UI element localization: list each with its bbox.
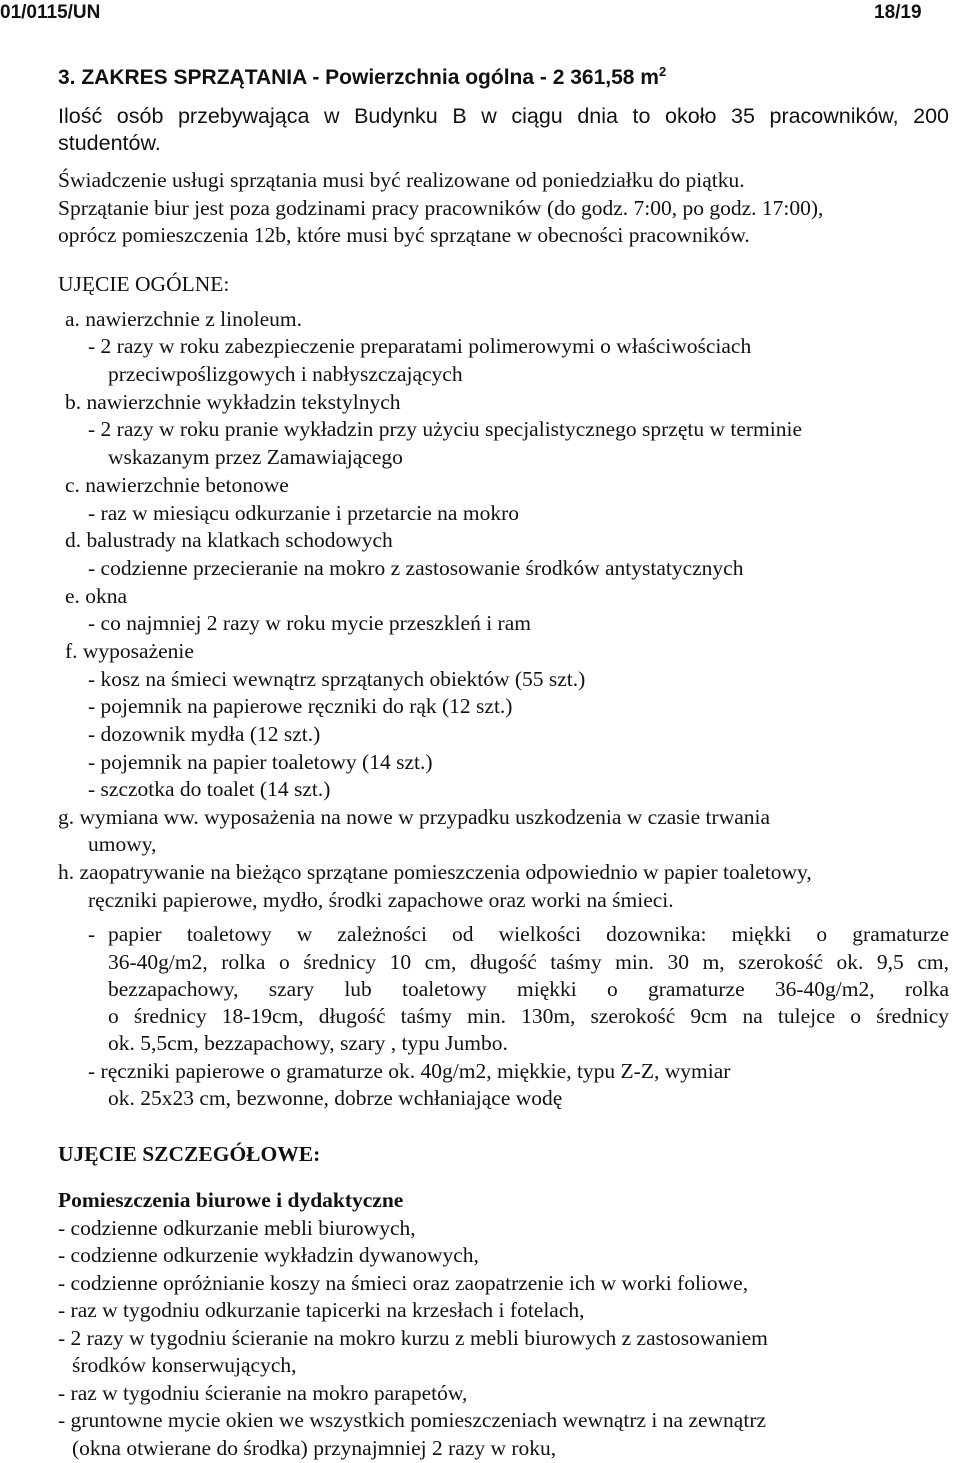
section-title-superscript: 2: [658, 64, 667, 79]
detailed-item: - raz w tygodniu odkurzanie tapicerki na krzesłach i fotelach,: [58, 1298, 585, 1322]
paper-spec-line: papier toaletowy w zależności od wielkości dozownika: miękki o gramaturze: [108, 922, 949, 946]
towels-spec-line-cont: ok. 25x23 cm, bezwonne, dobrze wchłaniające wodę: [108, 1086, 563, 1110]
page-number: 18/19: [874, 2, 922, 23]
intro-line-2: studentów.: [58, 131, 161, 155]
item-a-title: a. nawierzchnie z linoleum.: [65, 307, 302, 331]
detailed-subheading: Pomieszczenia biurowe i dydaktyczne: [58, 1188, 404, 1212]
item-h-line: h. zaopatrywanie na bieżąco sprzątane pomieszczenia odpowiednio w papier toaletowy,: [58, 860, 812, 884]
paper-spec-dash: -: [88, 922, 96, 946]
section-title: [58, 64, 666, 90]
item-e-line: - co najmniej 2 razy w roku mycie przeszkleń i ram: [88, 611, 531, 635]
paper-spec-line: bezzapachowy, szary lub toaletowy miękki o gramaturze 36-40g/m2, rolka: [108, 977, 949, 1001]
item-b-line-cont: wskazanym przez Zamawiającego: [108, 445, 403, 469]
service-line-1: Świadczenie usługi sprzątania musi być realizowane od poniedziałku do piątku.: [58, 168, 745, 192]
detailed-heading: UJĘCIE SZCZEGÓŁOWE:: [58, 1142, 321, 1166]
item-b-title: b. nawierzchnie wykładzin tekstylnych: [65, 390, 401, 414]
item-c-line: - raz w miesiącu odkurzanie i przetarcie na mokro: [88, 501, 519, 525]
item-g-line: g. wymiana ww. wyposażenia na nowe w przypadku uszkodzenia w czasie trwania: [58, 805, 771, 829]
item-f-line: - kosz na śmieci wewnątrz sprzątanych obiektów (55 szt.): [88, 667, 586, 691]
section-title-text: 3. ZAKRES SPRZĄTANIA - Powierzchnia ogólna - 2 361,58 m: [58, 66, 659, 89]
item-e-title: e. okna: [65, 584, 128, 608]
item-a-line: - 2 razy w roku zabezpieczenie preparatami polimerowymi o właściwościach: [88, 334, 752, 358]
service-line-2: Sprzątanie biur jest poza godzinami pracy pracowników (do godz. 7:00, po godz. 17:00),: [58, 196, 824, 220]
paper-spec-line: o średnicy 18-19cm, długość taśmy min. 130m, szerokość 9cm na tulejce o średnicy: [108, 1004, 949, 1028]
towels-spec-line: - ręczniki papierowe o gramaturze ok. 40g/m2, miękkie, typu Z-Z, wymiar: [88, 1059, 731, 1083]
item-d-line: - codzienne przecieranie na mokro z zastosowanie środków antystatycznych: [88, 556, 744, 580]
detailed-item-cont: (okna otwierane do środka) przynajmniej 2 razy w roku,: [72, 1436, 557, 1460]
service-line-3: oprócz pomieszczenia 12b, które musi być sprzątane w obecności pracowników.: [58, 223, 750, 247]
item-a-line-cont: przeciwpoślizgowych i nabłyszczających: [108, 362, 463, 386]
item-d-title: d. balustrady na klatkach schodowych: [65, 528, 393, 552]
intro-line-1: Ilość osób przebywająca w Budynku B w ciągu dnia to około 35 pracowników, 200: [58, 104, 949, 128]
item-f-line: - szczotka do toalet (14 szt.): [88, 777, 331, 801]
item-f-line: - pojemnik na papier toaletowy (14 szt.): [88, 750, 433, 774]
detailed-item: - raz w tygodniu ścieranie na mokro parapetów,: [58, 1381, 468, 1405]
item-g-line-cont: umowy,: [88, 832, 157, 856]
paper-spec-line: 36-40g/m2, rolka o średnicy 10 cm, długość taśmy min. 30 m, szerokość ok. 9,5 cm,: [108, 950, 949, 974]
paper-spec-line: ok. 5,5cm, bezzapachowy, szary , typu Jumbo.: [108, 1031, 508, 1055]
detailed-item: - codzienne opróżnianie koszy na śmieci oraz zaopatrzenie ich w worki foliowe,: [58, 1271, 749, 1295]
item-f-title: f. wyposażenie: [65, 639, 194, 663]
general-heading: UJĘCIE OGÓLNE:: [58, 272, 230, 296]
item-h-line-cont: ręczniki papierowe, mydło, środki zapachowe oraz worki na śmieci.: [88, 888, 674, 912]
detailed-item: - gruntowne mycie okien we wszystkich pomieszczeniach wewnątrz i na zewnątrz: [58, 1408, 767, 1432]
detailed-item-cont: środków konserwujących,: [72, 1353, 297, 1377]
detailed-item: - codzienne odkurzenie wykładzin dywanowych,: [58, 1243, 479, 1267]
item-f-line: - dozownik mydła (12 szt.): [88, 722, 321, 746]
item-c-title: c. nawierzchnie betonowe: [65, 473, 289, 497]
item-f-line: - pojemnik na papierowe ręczniki do rąk (12 szt.): [88, 694, 513, 718]
detailed-item: - codzienne odkurzanie mebli biurowych,: [58, 1216, 416, 1240]
detailed-item: - 2 razy w tygodniu ścieranie na mokro kurzu z mebli biurowych z zastosowaniem: [58, 1326, 768, 1350]
document-number: 01/0115/UN: [0, 2, 101, 23]
item-b-line: - 2 razy w roku pranie wykładzin przy użyciu specjalistycznego sprzętu w terminie: [88, 417, 803, 441]
